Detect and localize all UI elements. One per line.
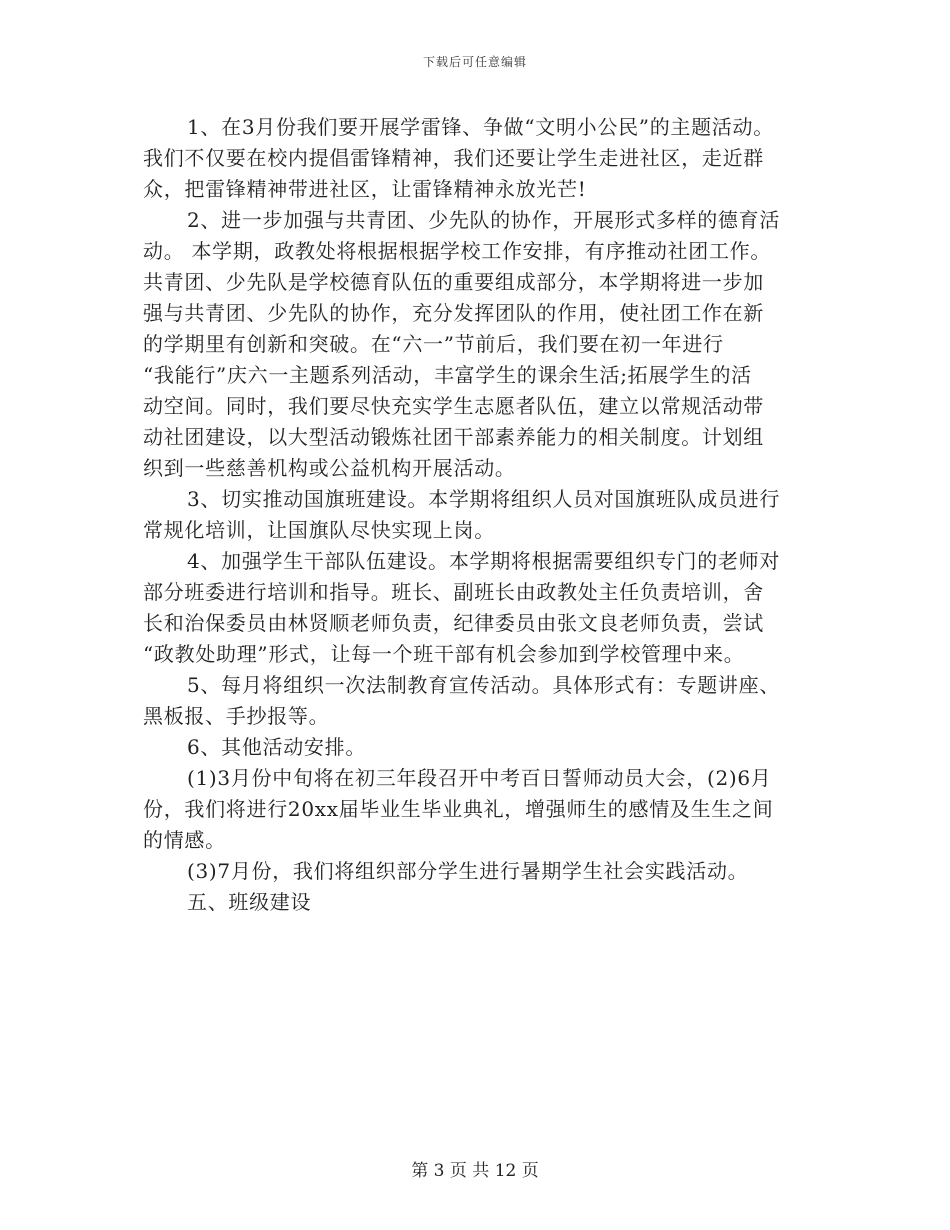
document-body [143,112,813,918]
body-line: 动社团建设，以大型活动锻炼社团干部素养能力的相关制度。计划组 [143,425,764,449]
body-line: 常规化培训，让国旗队尽快实现上岗。 [143,518,495,542]
body-line: 4、加强学生干部队伍建设。本学期将根据需要组织专门的老师对 [187,549,781,573]
body-line: 3、切实推动国旗班建设。本学期将组织人员对国旗班队成员进行 [187,487,781,511]
body-line: 动。 本学期，政教处将根据根据学校工作安排，有序推动社团工作。 [143,239,772,263]
body-line: (1)3月份中旬将在初三年段召开中考百日誓师动员大会，(2)6月 [187,766,772,790]
body-line: 份，我们将进行20xx届毕业生毕业典礼，增强师生的感情及生生之间 [143,797,774,821]
body-line: 织到一些慈善机构或公益机构开展活动。 [143,456,516,480]
body-line: 的学期里有创新和突破。在“六一”节前后，我们要在初一年进行 [143,332,724,356]
body-line: 众，把雷锋精神带进社区，让雷锋精神永放光芒! [143,177,587,201]
section-heading: 五、班级建设 [187,890,312,914]
body-line: 动空间。同时，我们要尽快充实学生志愿者队伍，建立以常规活动带 [143,394,764,418]
body-line: 共青团、少先队是学校德育队伍的重要组成部分，本学期将进一步加 [143,270,764,294]
body-line: 2、进一步加强与共青团、少先队的协作，开展形式多样的德育活 [187,208,781,232]
body-line: 黑板报、手抄报等。 [143,704,330,728]
page-number-footer: 第 3 页 共 12 页 [411,1161,539,1181]
body-line: 部分班委进行培训和指导。班长、副班长由政教处主任负责培训，舍 [143,580,764,604]
body-line: (3)7月份，我们将组织部分学生进行暑期学生社会实践活动。 [187,859,749,883]
body-line: 1、在3月份我们要开展学雷锋、争做“文明小公民”的主题活动。 [187,115,774,139]
body-line: “政教处助理”形式，让每一个班干部有机会参加到学校管理中来。 [143,642,745,666]
page-header: 下载后可任意编辑 [422,55,527,69]
body-line: “我能行”庆六一主题系列活动，丰富学生的课余生活;拓展学生的活 [143,363,752,387]
body-line: 6、其他活动安排。 [187,735,367,759]
body-line: 长和治保委员由林贤顺老师负责，纪律委员由张文良老师负责，尝试 [143,611,764,635]
body-line: 强与共青团、少先队的协作，充分发挥团队的作用，使社团工作在新 [143,301,764,325]
body-line: 的情感。 [143,828,226,852]
body-line: 我们不仅要在校内提倡雷锋精神，我们还要让学生走进社区，走近群 [143,146,764,170]
body-line: 5、每月将组织一次法制教育宣传活动。具体形式有：专题讲座、 [187,673,781,697]
